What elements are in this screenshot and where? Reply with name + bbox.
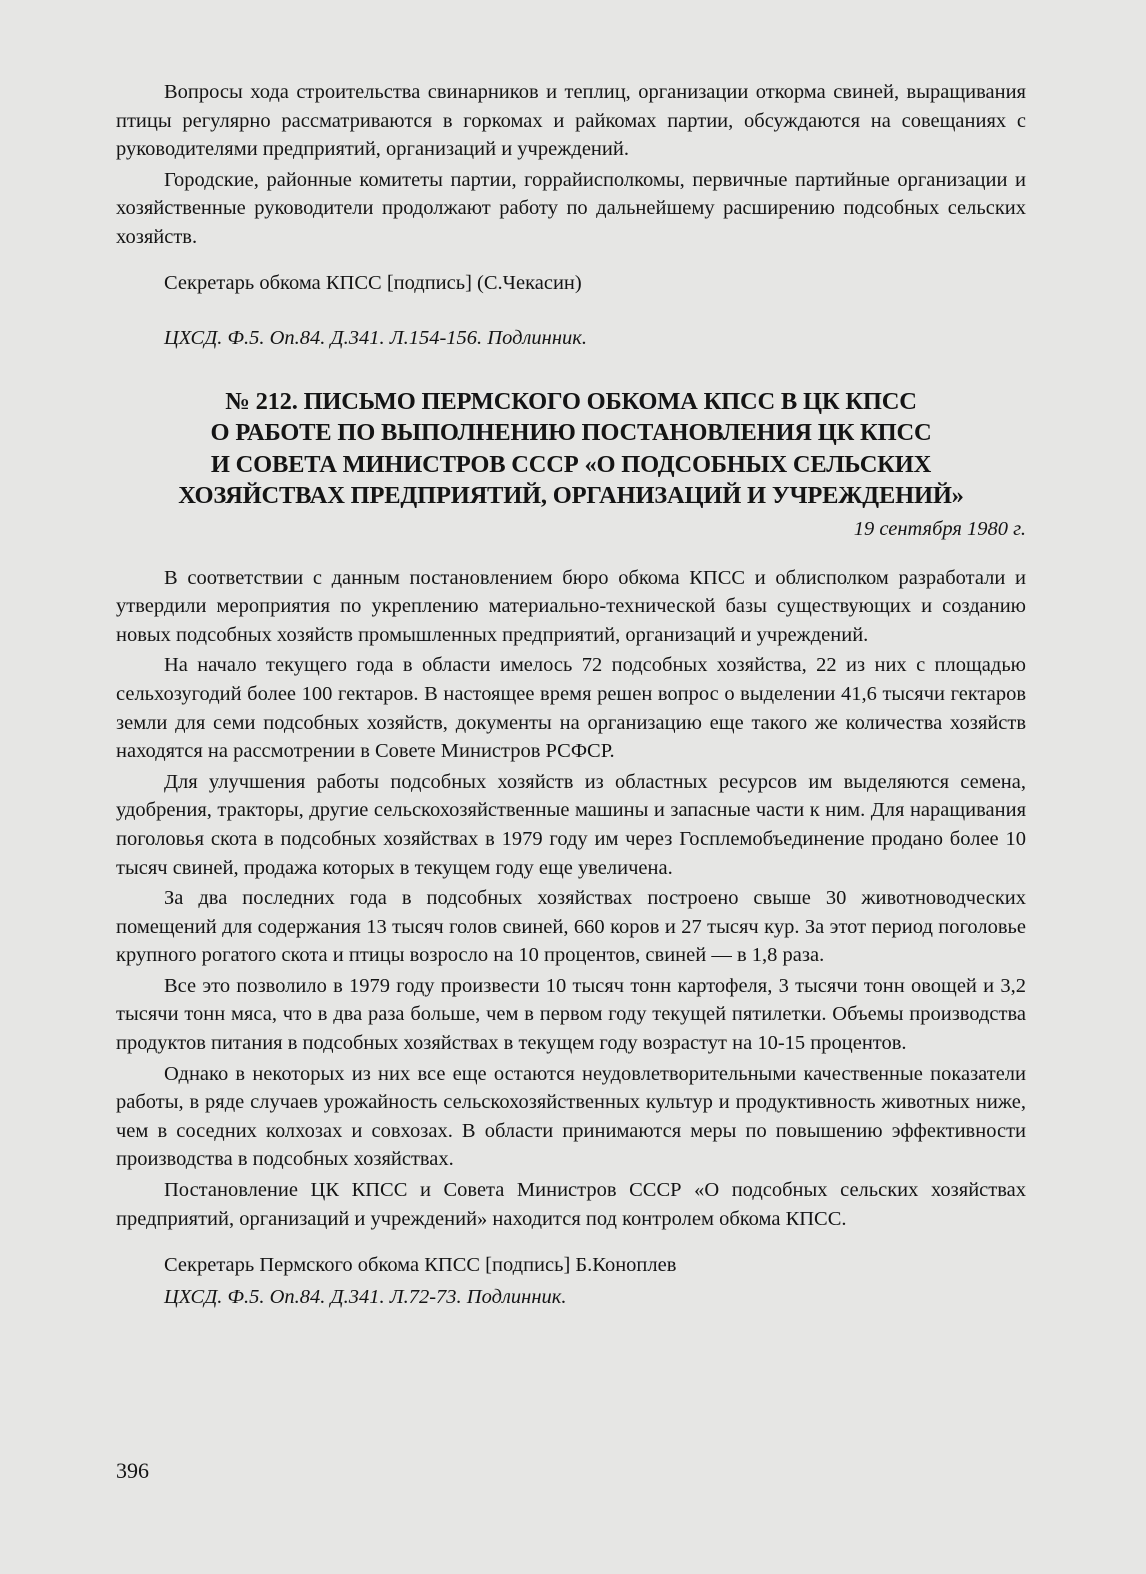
- previous-signature: Секретарь обкома КПСС [подпись] (С.Чекасин): [164, 271, 582, 294]
- intro-paragraph-1: Вопросы хода строительства свинарников и теплиц, организации откорма свиней, выращивания птицы регулярно рассматриваются в горкомах и райкомах партии, обсуждаются на совещаниях с руководителями предприятий, организаций и учреждений.: [116, 81, 1026, 161]
- document-title-line-4: ХОЗЯЙСТВАХ ПРЕДПРИЯТИЙ, ОРГАНИЗАЦИЙ И УЧРЕЖДЕНИЙ»: [178, 482, 964, 510]
- document-title-line-2: О РАБОТЕ ПО ВЫПОЛНЕНИЮ ПОСТАНОВЛЕНИЯ ЦК КПСС: [210, 419, 932, 447]
- intro-paragraph-2: Городские, районные комитеты партии, горрайисполкомы, первичные партийные организации и хозяйственные руководители продолжают работу по дальнейшему расширению подсобных сельских хозяйств.: [116, 168, 1026, 248]
- body-paragraph-2: На начало текущего года в области имелось 72 подсобных хозяйства, 22 из них с площадью сельхозугодий более 100 гектаров. В настоящее время решен вопрос о выделении 41,6 тысячи гектаров земли для семи подсобных хозяйств, документы на организацию еще такого же количества хозяйств находятся на рассмотрении в Совете Министров РСФСР.: [116, 654, 1026, 763]
- document-title-line-1: № 212. ПИСЬМО ПЕРМСКОГО ОБКОМА КПСС В ЦК КПСС: [225, 387, 917, 415]
- body-paragraph-5: Все это позволило в 1979 году произвести 10 тысяч тонн картофеля, 3 тысячи тонн овощей и 3,2 тысячи тонн мяса, что в два раза больше, чем в первом году текущей пятилетки. Объемы производства продуктов питания в подсобных хозяйствах в текущем году возрастут на 10-15 процентов.: [116, 974, 1026, 1055]
- body-paragraph-4: За два последних года в подсобных хозяйствах построено свыше 30 животноводческих помещений для содержания 13 тысяч голов свиней, 660 коров и 27 тысяч кур. За этот период поголовье крупного рогатого скота и птицы возросло на 10 процентов, свиней — в 1,8 раза.: [116, 887, 1026, 967]
- document-page: [116, 78, 1026, 1311]
- body-paragraph-3: Для улучшения работы подсобных хозяйств из областных ресурсов им выделяются семена, удобрения, тракторы, другие сельскохозяйственные машины и запасные части к ним. Для наращивания поголовья скота в подсобных хозяйствах в 1979 году им через Госплемобъединение продано более 10 тысяч свиней, продажа которых в текущем году еще увеличена.: [116, 770, 1026, 879]
- archive-source: ЦХСД. Ф.5. Оп.84. Д.341. Л.72-73. Подлинник.: [164, 1286, 567, 1309]
- document-title-line-3: И СОВЕТА МИНИСТРОВ СССР «О ПОДСОБНЫХ СЕЛЬСКИХ: [210, 450, 932, 478]
- page-number: 396: [116, 1458, 149, 1483]
- previous-archive-source: ЦХСД. Ф.5. Оп.84. Д.341. Л.154-156. Подлинник.: [164, 326, 587, 349]
- document-title: [116, 386, 1026, 512]
- body-paragraph-1: В соответствии с данным постановлением бюро обкома КПСС и облисполком разработали и утвердили мероприятия по укреплению материально-технической базы существующих и созданию новых подсобных хозяйств промышленных предприятий, организаций и учреждений.: [116, 566, 1026, 646]
- body-paragraph-6: Однако в некоторых из них все еще остаются неудовлетворительными качественные показатели работы, в ряде случаев урожайность сельскохозяйственных культур и продуктивность животных ниже, чем в соседних колхозах и совхозах. В области принимаются меры по повышению эффективности производства в подсобных хозяйствах.: [116, 1062, 1026, 1171]
- body-paragraph-7: Постановление ЦК КПСС и Совета Министров СССР «О подсобных сельских хозяйствах предприятий, организаций и учреждений» находится под контролем обкома КПСС.: [116, 1179, 1026, 1230]
- document-body: [116, 564, 1026, 1234]
- document-date: 19 сентября 1980 г.: [853, 517, 1026, 540]
- signature: Секретарь Пермского обкома КПСС [подпись] Б.Коноплев: [164, 1254, 677, 1277]
